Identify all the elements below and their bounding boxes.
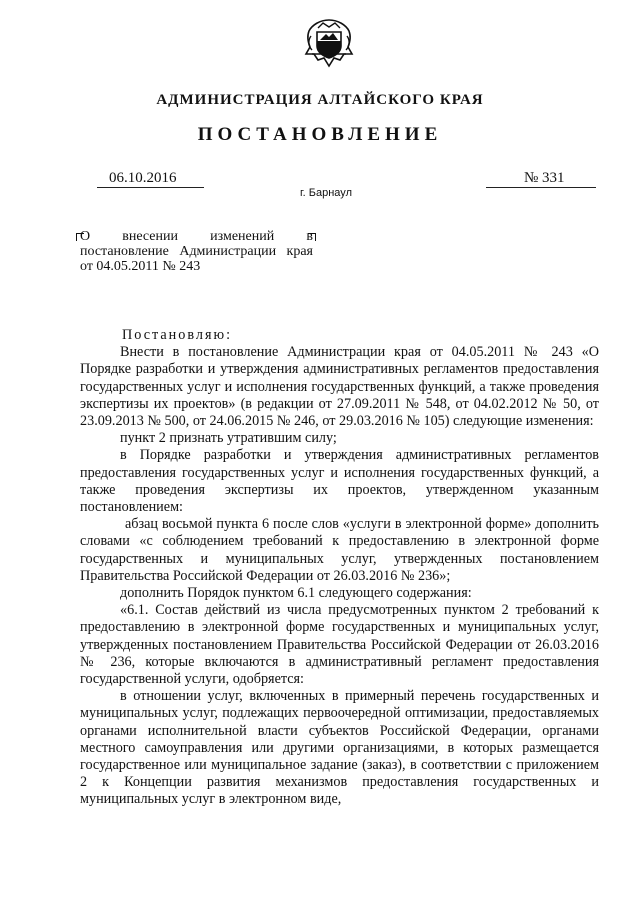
body-paragraph: в Порядке разработки и утверждения административных регламентов предоставления государственных услуг и исполнения государственных функций, а также проведения экспертизы их проектов, утвержденном указанным постановлением: — [80, 447, 599, 516]
body-paragraph: Внести в постановление Администрации края от 04.05.2011 № 243 «О Порядке разработки и утверждения административных регламентов предоставления государственных услуг и исполнения государственных функций, а также проведения экспертизы их проектов» (в редакции от 27.09.2011 № 548, от 04.02.2012 № 50, от 23.09.2013 № 500, от 24.06.2015 № 246, от 29.03.2016 № 105) следующие изменения: — [80, 344, 599, 430]
document-number: № 331 — [486, 170, 596, 188]
document-body — [80, 327, 599, 809]
coat-of-arms-icon — [300, 14, 358, 72]
document-subject: О внесении изменений в постановление Администрации края от 04.05.2011 № 243 — [80, 229, 313, 274]
document-date: 06.10.2016 — [97, 170, 204, 188]
city: г. Барнаул — [300, 187, 352, 199]
organization-name: АДМИНИСТРАЦИЯ АЛТАЙСКОГО КРАЯ — [156, 92, 484, 108]
body-paragraph: «6.1. Состав действий из числа предусмотренных пунктом 2 требований к предоставлению в электронной форме государственных и муниципальных услуг, утвержденных постановлением Правительства Российской Федерации от 26.03.2016 № 236, которые включаются в административный регламент предоставления государственной услуги, одобряется: — [80, 602, 599, 688]
document-type: ПОСТАНОВЛЕНИЕ — [197, 124, 443, 145]
body-paragraph: дополнить Порядок пунктом 6.1 следующего содержания: — [120, 585, 472, 602]
body-paragraph: абзац восьмой пункта 6 после слов «услуги в электронной форме» дополнить словами «с соблюдением требований к предоставлению в электронной форме государственных и муниципальных услуг, утвержденных постановлением Правительства Российской Федерации от 26.03.2016 № 236»; — [80, 516, 599, 584]
body-paragraph: в отношении услуг, включенных в примерный перечень государственных и муниципальных услуг, подлежащих первоочередной оптимизации, предоставляемых органами исполнительной власти субъектов Российской Федерации, органами местного самоуправления или другими организациями, в которых размещается государственное или муниципальное задание (заказ), в соответствии с приложением 2 к Концепции развития механизмов предоставления государственных и муниципальных услуг в электронном виде, — [80, 688, 599, 808]
body-heading: Постановляю: — [122, 327, 233, 343]
body-paragraph: пункт 2 признать утратившим силу; — [120, 430, 337, 447]
